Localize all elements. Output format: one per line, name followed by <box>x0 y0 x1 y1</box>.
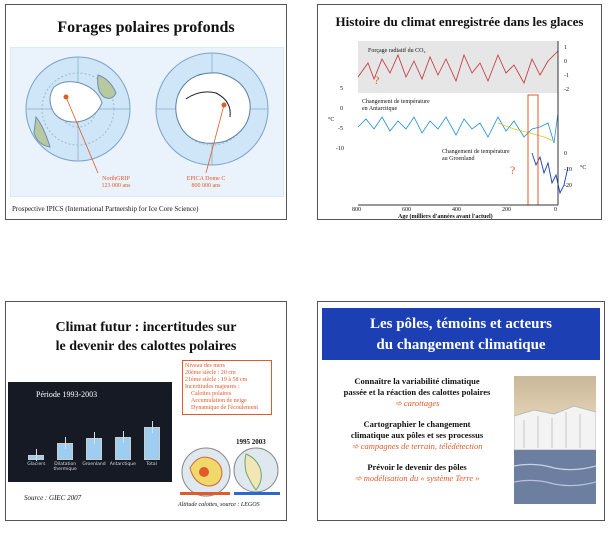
antarctic-label <box>362 99 430 113</box>
category-label: Antarctique <box>109 462 136 467</box>
left-tick: -10 <box>336 146 344 152</box>
antarctic-label-line1: Changement de température <box>362 99 430 105</box>
error-bar <box>152 421 153 433</box>
right-top-tick: -1 <box>564 73 569 79</box>
item-list <box>324 376 510 484</box>
item2-line2: climatique aux pôles et ses processus <box>350 430 484 440</box>
arrow-icon: ➾ <box>354 473 362 483</box>
item3-line1: Prévoir le devenir des pôles <box>367 462 467 472</box>
right-bottom-tick: 0 <box>564 151 567 157</box>
epica-label: EPICA Dome C <box>186 176 226 182</box>
arrow-icon: ➾ <box>351 441 359 451</box>
item1-sub-text: carottages <box>403 398 440 408</box>
item2-line1: Cartographier le changement <box>363 419 471 429</box>
right-bottom-tick: -10 <box>564 167 572 173</box>
greenland-label-line2: au Groenland <box>442 156 475 162</box>
x-tick: 600 <box>402 207 411 213</box>
right-top-tick: 0 <box>564 59 567 65</box>
x-axis-title: Age (milliers d'années avant l'actuel) <box>398 214 493 220</box>
box-line: Dynamique de l'écoulement <box>191 405 259 411</box>
antarctic-trend <box>498 123 554 141</box>
slide4-title-line1: Les pôles, témoins et acteurs <box>369 316 553 332</box>
left-y-unit: °C <box>328 117 335 123</box>
sea-level-chart <box>8 382 172 482</box>
box-line: Niveau des mers <box>185 363 225 369</box>
polar-maps-panel <box>10 47 284 197</box>
item1-line1: Connaître la variabilité climatique <box>354 376 480 386</box>
slide3-title <box>6 318 286 356</box>
epica-age: 800 000 ans <box>191 183 221 189</box>
right-top-tick: -2 <box>564 87 569 93</box>
error-bar <box>123 431 124 443</box>
left-tick: -5 <box>338 126 343 132</box>
item2-sub <box>324 441 510 452</box>
x-tick: 400 <box>452 207 461 213</box>
slide3-title-line1: Climat futur : incertitudes sur <box>55 320 237 335</box>
northgrip-caption <box>86 176 146 190</box>
box-line: 20ème siècle : 20 cm <box>185 370 236 376</box>
northgrip-age: 123 000 ans <box>101 183 131 189</box>
x-tick: 800 <box>352 207 361 213</box>
x-tick: 0 <box>554 207 557 213</box>
chart-title: Période 1993-2003 <box>36 390 98 399</box>
category-label: Total <box>146 462 157 467</box>
northgrip-label: NorthGRIP <box>102 176 130 182</box>
item-1 <box>324 376 510 409</box>
ice-core-chart <box>318 33 602 220</box>
slide4-title-line2: du changement climatique <box>376 337 546 353</box>
category-label: Groenland <box>82 462 106 467</box>
question-mark-1: ? <box>374 73 380 87</box>
item3-sub <box>324 473 510 484</box>
item2-sub-text: campagnes de terrain, télédétection <box>360 441 483 451</box>
item3-sub-text: modélisation du « système Terre » <box>363 473 480 483</box>
slide1-footer: Prospective IPICS (International Partnership for Ice Core Science) <box>12 205 199 213</box>
box-line: 21ème siècle : 19 à 58 cm <box>185 377 248 383</box>
co2-label: Forçage radiatif du CO₂ <box>368 48 426 54</box>
item-3 <box>324 462 510 484</box>
item1-line2: passée et la réaction des calottes polaires <box>343 387 491 397</box>
slide-future-climate <box>5 301 287 521</box>
slide-poles <box>317 301 605 521</box>
box-line: Calottes polaires <box>191 391 232 397</box>
bar-area <box>22 396 166 460</box>
slide1-title: Forages polaires profonds <box>57 19 235 36</box>
left-tick: 5 <box>340 86 343 92</box>
category-label: Glaciers <box>27 462 46 467</box>
antarctic-label-line2: en Antarctique <box>362 106 398 112</box>
error-bar <box>36 449 37 461</box>
source-right: Altitude calottes, source : LEGOS <box>178 502 260 508</box>
item1-sub <box>324 398 510 409</box>
error-bar <box>94 432 95 444</box>
glacier-photo <box>514 376 596 504</box>
left-tick: 0 <box>340 106 343 112</box>
box-line: Incertitudes majeures : <box>185 384 240 390</box>
source-left: Source : GIEC 2007 <box>24 494 82 502</box>
right-top-tick: 1 <box>564 45 567 51</box>
greenland-label-line1: Changement de température <box>442 149 510 155</box>
category-area <box>22 462 166 476</box>
ice-altitude-maps <box>176 440 284 498</box>
sea-level-box <box>182 360 272 415</box>
category-label: Dilatation thermique <box>53 462 77 472</box>
question-mark-2: ? <box>510 163 516 177</box>
slide-forages <box>5 4 287 220</box>
right-bottom-tick: -20 <box>564 183 572 189</box>
maps-years: 1995 2003 <box>236 438 266 446</box>
x-tick: 200 <box>502 207 511 213</box>
slide-climate-history <box>317 4 602 220</box>
slide3-title-line2: le devenir des calottes polaires <box>55 339 237 354</box>
slide2-title: Histoire du climat enregistrée dans les glaces <box>335 14 584 29</box>
greenland-label <box>442 149 510 163</box>
arrow-icon: ➾ <box>394 398 402 408</box>
error-bar <box>65 437 66 449</box>
item-2 <box>324 419 510 452</box>
epica-caption <box>174 176 238 190</box>
right-y-unit: °C <box>580 165 587 171</box>
greenland-series <box>532 153 568 193</box>
box-line: Accumulation de neige <box>191 398 247 404</box>
slide4-title <box>318 314 604 356</box>
